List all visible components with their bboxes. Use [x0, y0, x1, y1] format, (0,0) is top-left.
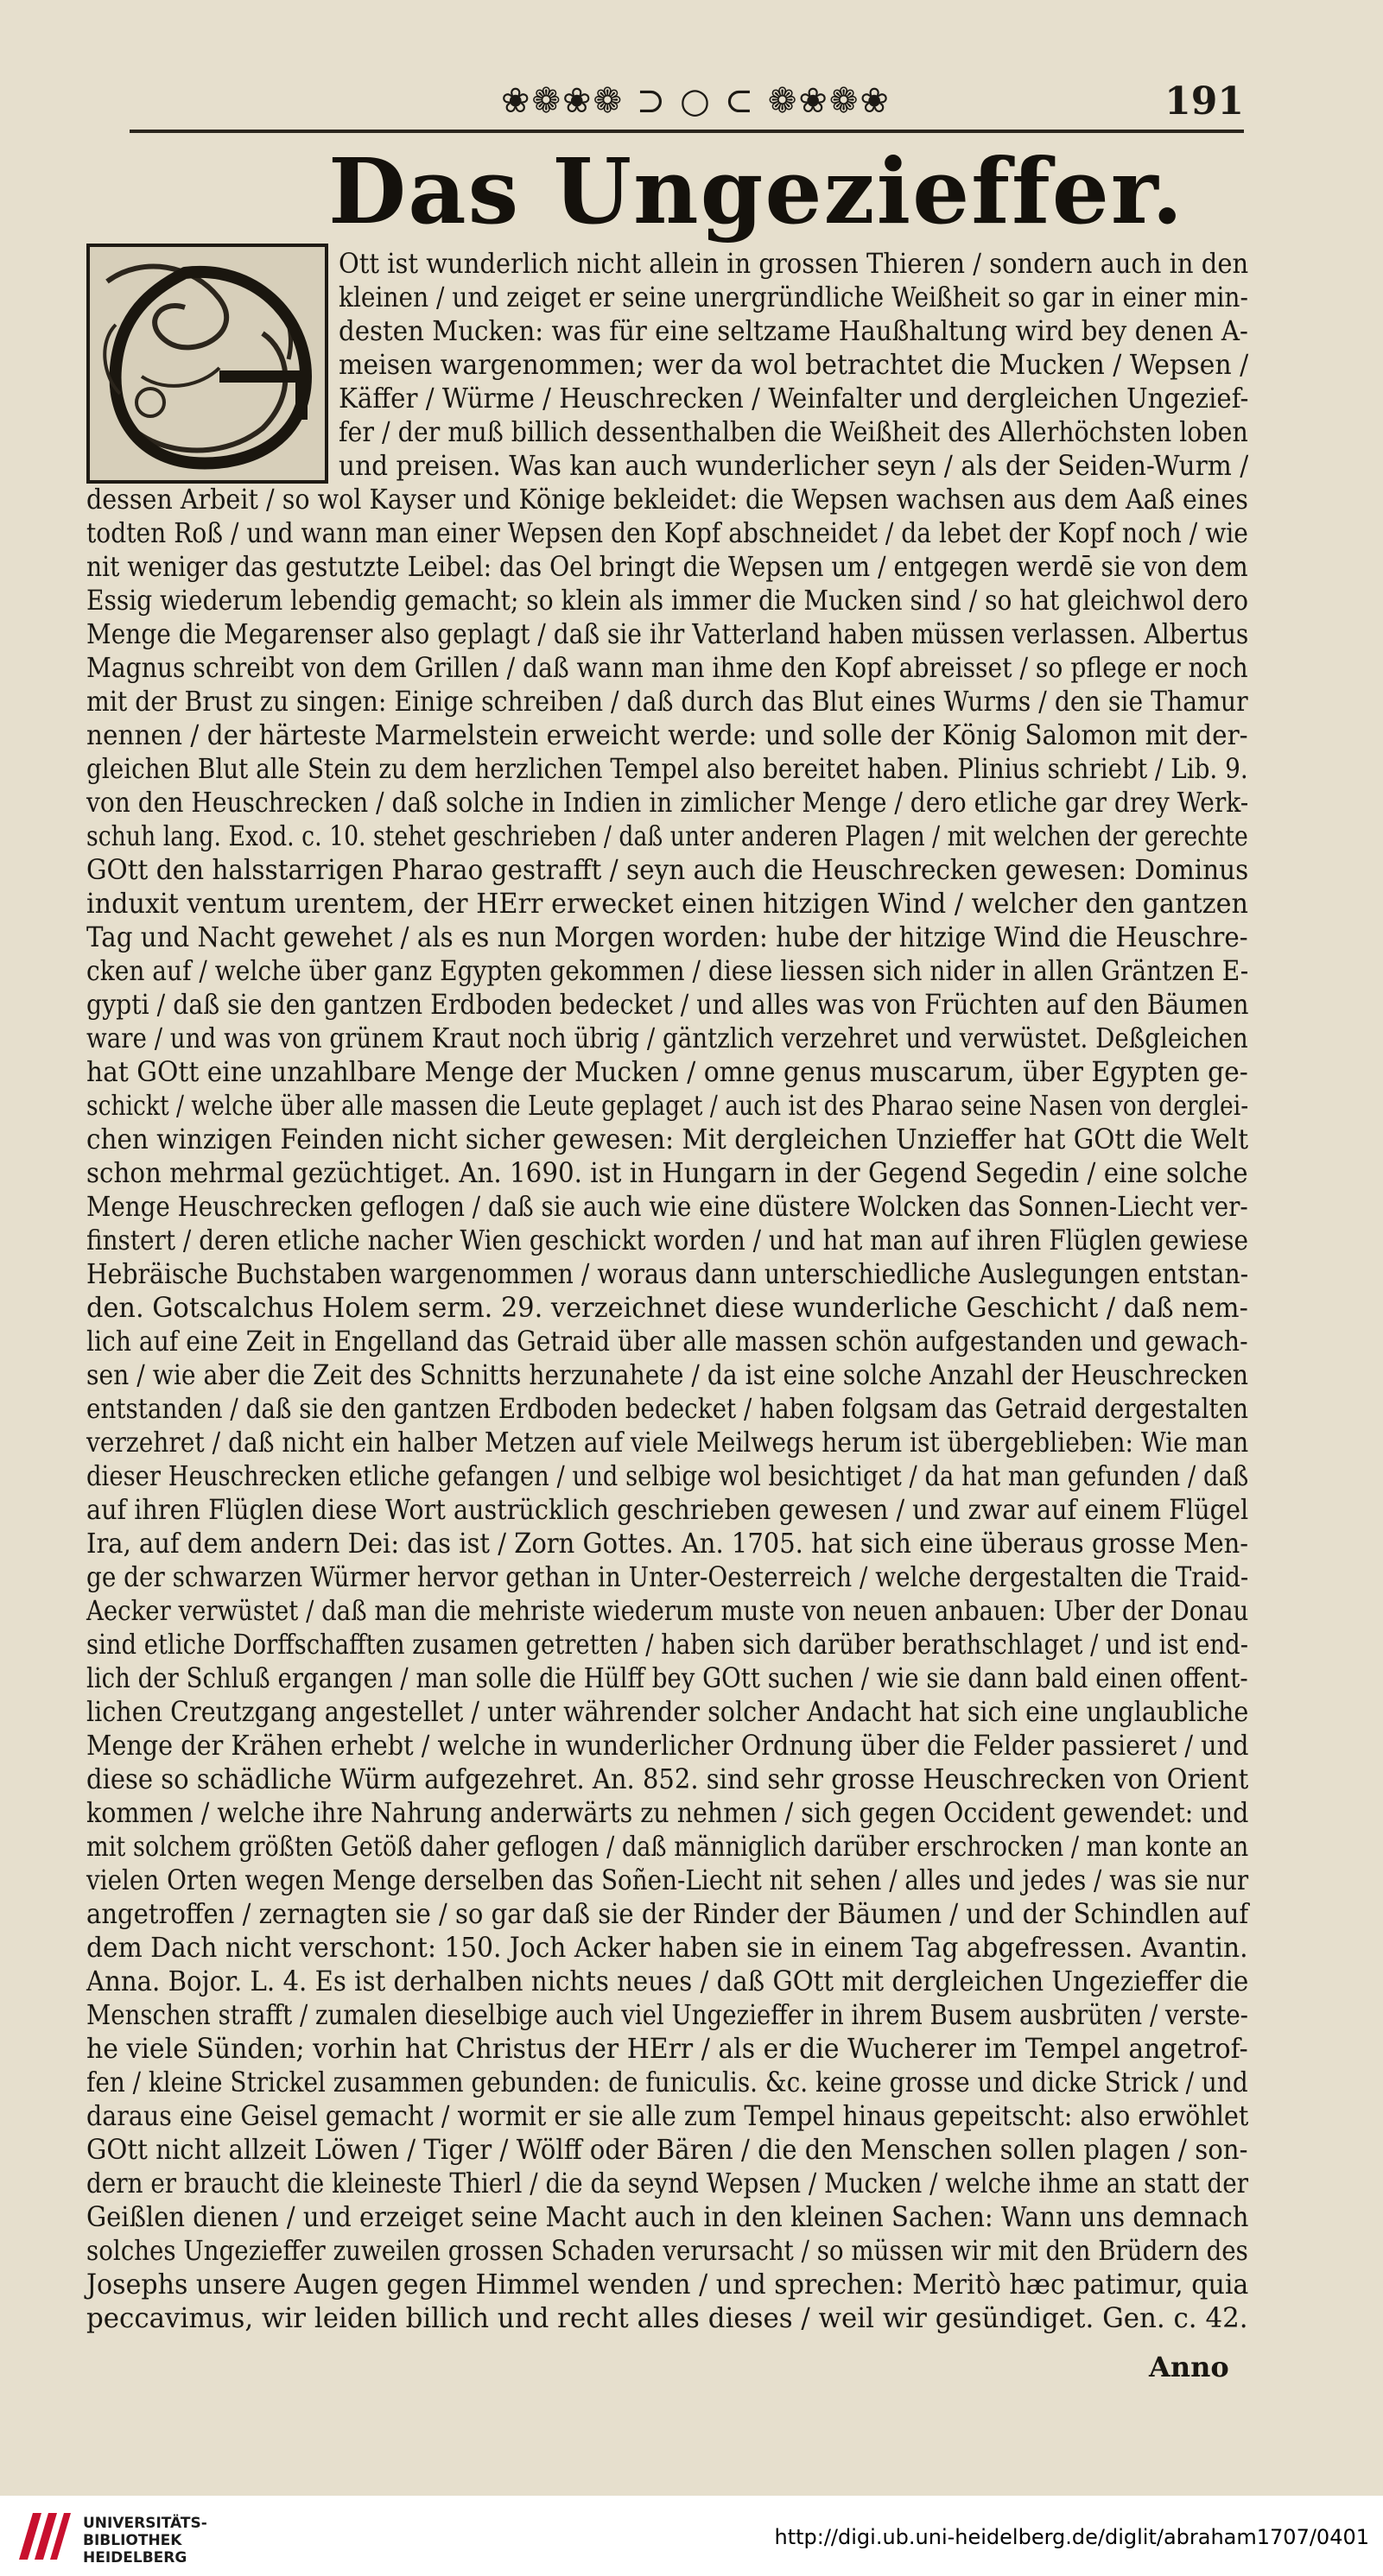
text-line: dessen Arbeit / so wol Kayser und Könige bekleidet: die Wepsen wachsen aus dem Aaß eines [86, 483, 1248, 516]
text-line: schickt / welche über alle massen die Leute geplaget / auch ist des Pharao seine Nasen von derglei- [86, 1089, 1249, 1122]
text-line: hat GOtt eine unzahlbare Menge der Mucken / omne genus muscarum, über Egypten ge- [86, 1055, 1248, 1088]
text-line: gleichen Blut alle Stein zu dem herzlichen Tempel also bereitet haben. Plinius schriebt / Lib. 9. [86, 752, 1248, 785]
text-line: dern er braucht die kleineste Thierl / die da seynd Wepsen / Mucken / welche ihme an statt der [86, 2167, 1248, 2199]
text-line: gypti / daß sie den gantzen Erdboden bedecket / und alles was von Früchten auf den Bäumen [86, 988, 1249, 1021]
text-line: peccavimus, wir leiden billich und recht alles dieses / weil wir gesündiget. Gen. c. 42. [86, 2301, 1248, 2334]
text-line: lichen Creutzgang angestellet / unter währender solcher Andacht hat sich eine unglaubliche [86, 1695, 1249, 1728]
text-line: dem Dach nicht verschont: 150. Joch Acker haben sie in einem Tag abgefressen. Avantin. [86, 1931, 1248, 1964]
text-line: Hebräische Buchstaben wargenommen / woraus dann unterschiedliche Auslegungen entstan- [86, 1257, 1249, 1290]
text-line: schon mehrmal gezüchtiget. An. 1690. ist in Hungarn in der Gegend Segedin / eine solche [86, 1156, 1248, 1189]
library-line: HEIDELBERG [83, 2549, 187, 2567]
header-ornament: ❀❁❀❁ ⊃ ○ ⊂ ❁❀❁❀ [501, 81, 891, 121]
catchword: Anno [1149, 2351, 1229, 2383]
library-footer [0, 2496, 1383, 2576]
text-line: fer / der muß billich dessenthalben die Weißheit des Allerhöchsten loben [339, 415, 1248, 448]
text-line: lich der Schluß ergangen / man solle die Hülff bey GOtt suchen / wie sie dann bald einen offent- [86, 1661, 1248, 1694]
text-line: Josephs unsere Augen gegen Himmel wenden / und sprechen: Meritò hæc patimur, quia [86, 2268, 1249, 2301]
text-line: GOtt den halsstarrigen Pharao gestrafft / seyn auch die Heuschrecken gewesen: Dominus [86, 853, 1249, 886]
text-line: diese so schädliche Würm aufgezehret. An. 852. sind sehr grosse Heuschrecken von Orient [86, 1763, 1249, 1795]
text-line: Käffer / Würme / Heuschrecken / Weinfalter und dergleichen Ungezief- [339, 382, 1249, 415]
text-line: Tag und Nacht gewehet / als es nun Morgen worden: hube der hitzige Wind die Heuschre- [86, 921, 1248, 953]
text-line: dieser Heuschrecken etliche gefangen / und selbige wol besichtiget / da hat man gefunden / daß [86, 1459, 1249, 1492]
text-line: Ott ist wunderlich nicht allein in grossen Thieren / sondern auch in den [339, 247, 1249, 280]
text-line: von den Heuschrecken / daß solche in Indien in zimlicher Menge / dero etliche gar drey Werk- [86, 786, 1249, 819]
text-line: Menge Heuschrecken geflogen / daß sie auch wie eine düstere Wolcken das Sonnen-Liecht ver- [86, 1190, 1248, 1223]
text-line: sen / wie aber die Zeit des Schnitts herzunahete / da ist eine solche Anzahl der Heuschrecken [86, 1358, 1249, 1391]
text-line: Menschen strafft / zumalen dieselbige auch viel Ungezieffer in ihrem Busem ausbrüten / verste- [86, 1998, 1249, 2031]
text-line: auf ihren Flüglen diese Wort austrücklich geschrieben gewesen / und zwar auf einem Flügel [86, 1493, 1249, 1526]
library-name [83, 2515, 207, 2567]
text-line: nit weniger das gestutzte Leibel: das Oel bringt die Wepsen um / entgegen werdē sie von dem [86, 550, 1248, 583]
text-line: cken auf / welche über ganz Egypten gekommen / diese liessen sich nider in allen Gräntzen E- [86, 954, 1249, 987]
text-line: kleinen / und zeiget er seine unergründliche Weißheit so gar in einer min- [339, 281, 1248, 313]
text-line: Magnus schreibt von dem Grillen / daß wann man ihme den Kopf abreisset / so pflege er noch [86, 651, 1248, 684]
text-line: Menge der Krähen erhebt / welche in wunderlicher Ordnung über die Felder passieret / und [86, 1729, 1249, 1762]
text-line: daraus eine Geisel gemacht / wormit er sie alle zum Tempel hinaus gepeitscht: also erwöhlet [86, 2099, 1249, 2132]
text-line: GOtt nicht allzeit Löwen / Tiger / Wölff oder Bären / die den Menschen sollen plagen / son- [86, 2133, 1248, 2166]
text-line: ware / und was von grünem Kraut noch übrig / gäntzlich verzehret und verwüstet. Deßgleichen [86, 1022, 1248, 1054]
library-logo-icon [16, 2506, 73, 2567]
chapter-title: Das Ungezieffer. [328, 138, 1185, 244]
text-line: finstert / deren etliche nacher Wien geschickt worden / und hat man auf ihren Flüglen gewiese [86, 1224, 1248, 1256]
page-number: 191 [1164, 79, 1244, 123]
text-line: schuh lang. Exod. c. 10. stehet geschrieben / daß unter anderen Plagen / mit welchen der gerechte [86, 820, 1248, 852]
source-url-link[interactable]: http://digi.ub.uni-heidelberg.de/diglit/abraham1707/0401 [774, 2525, 1369, 2549]
text-line: he viele Sünden; vorhin hat Christus der HErr / als er die Wucherer im Tempel angetrof- [86, 2032, 1248, 2065]
text-line: Aecker verwüstet / daß man die mehriste wiederum muste von neuen anbauen: Uber der Donau [86, 1594, 1249, 1627]
text-line: nennen / der härteste Marmelstein erweicht werde: und solle der König Salomon mit der- [86, 718, 1248, 751]
text-line: Essig wiederum lebendig gemacht; so klein als immer die Mucken sind / so hat gleichwol dero [86, 584, 1249, 617]
text-line: ge der schwarzen Würmer hervor gethan in Unter-Oesterreich / welche dergestalten die Traid- [86, 1560, 1249, 1593]
text-line: fen / kleine Strickel zusammen gebunden: de funiculis. &c. keine grosse und dicke Strick / und [86, 2066, 1248, 2098]
text-line: chen winzigen Feinden nicht sicher gewesen: Mit dergleichen Unzieffer hat GOtt die Welt [86, 1123, 1249, 1155]
text-line: induxit ventum urentem, der HErr erwecket einen hitzigen Wind / welcher den gantzen [86, 887, 1248, 920]
text-line: meisen wargenommen; wer da wol betrachtet die Mucken / Wepsen / [339, 348, 1249, 381]
text-line: angetroffen / zernagten sie / so gar daß sie der Rinder der Bäumen / und der Schindlen auf [86, 1897, 1249, 1930]
text-line: sind etliche Dorffschafften zusamen getretten / haben sich darüber berathschlaget / und ist end- [86, 1628, 1248, 1661]
text-line: solches Ungezieffer zuweilen grossen Schaden verursacht / so müssen wir mit den Brüdern des [86, 2234, 1248, 2267]
text-line: todten Roß / und wann man einer Wepsen den Kopf abschneidet / da lebet der Kopf noch / wie [86, 516, 1248, 549]
text-line: verzehret / daß nicht ein halber Metzen auf viele Meilwegs herum ist übergeblieben: Wie man [86, 1426, 1249, 1459]
text-line: und preisen. Was kan auch wunderlicher seyn / als der Seiden-Wurm / [339, 449, 1249, 482]
text-line: mit solchem größten Getöß daher geflogen / daß männiglich darüber erschrocken / man konte an [86, 1830, 1249, 1863]
text-line: Menge die Megarenser also geplagt / daß sie ihr Vatterland haben müssen verlassen. Albertus [86, 617, 1249, 650]
library-line: UNIVERSITÄTS- [83, 2515, 207, 2532]
text-line: mit der Brust zu singen: Einige schreiben / daß durch das Blut eines Wurms / den sie Thamur [86, 685, 1248, 718]
text-line: desten Mucken: was für eine seltzame Haußhaltung wird bey denen A- [339, 314, 1248, 347]
text-line: vielen Orten wegen Menge derselben das Soñen-Liecht nit sehen / alles und jedes / was sie nur [86, 1864, 1249, 1896]
text-line: Ira, auf dem andern Dei: das ist / Zorn Gottes. An. 1705. hat sich eine überaus grosse Men- [86, 1527, 1249, 1560]
text-line: Geißlen dienen / und erzeiget seine Macht auch in den kleinen Sachen: Wann uns demnach [86, 2200, 1249, 2233]
text-line: den. Gotscalchus Holem serm. 29. verzeichnet diese wunderliche Geschicht / daß nem- [86, 1291, 1248, 1324]
text-line: kommen / welche ihre Nahrung anderwärts zu nehmen / sich gegen Occident gewendet: und [86, 1796, 1249, 1829]
library-line: BIBLIOTHEK [83, 2532, 182, 2549]
text-line: lich auf eine Zeit in Engelland das Getraid über alle massen schön aufgestanden und gewach- [86, 1325, 1248, 1358]
text-line: Anna. Bojor. L. 4. Es ist derhalben nichts neues / daß GOtt mit dergleichen Ungezieffer die [86, 1965, 1249, 1997]
text-line: entstanden / daß sie den gantzen Erdboden bedecket / haben folgsam das Getraid dergestalten [86, 1392, 1249, 1425]
